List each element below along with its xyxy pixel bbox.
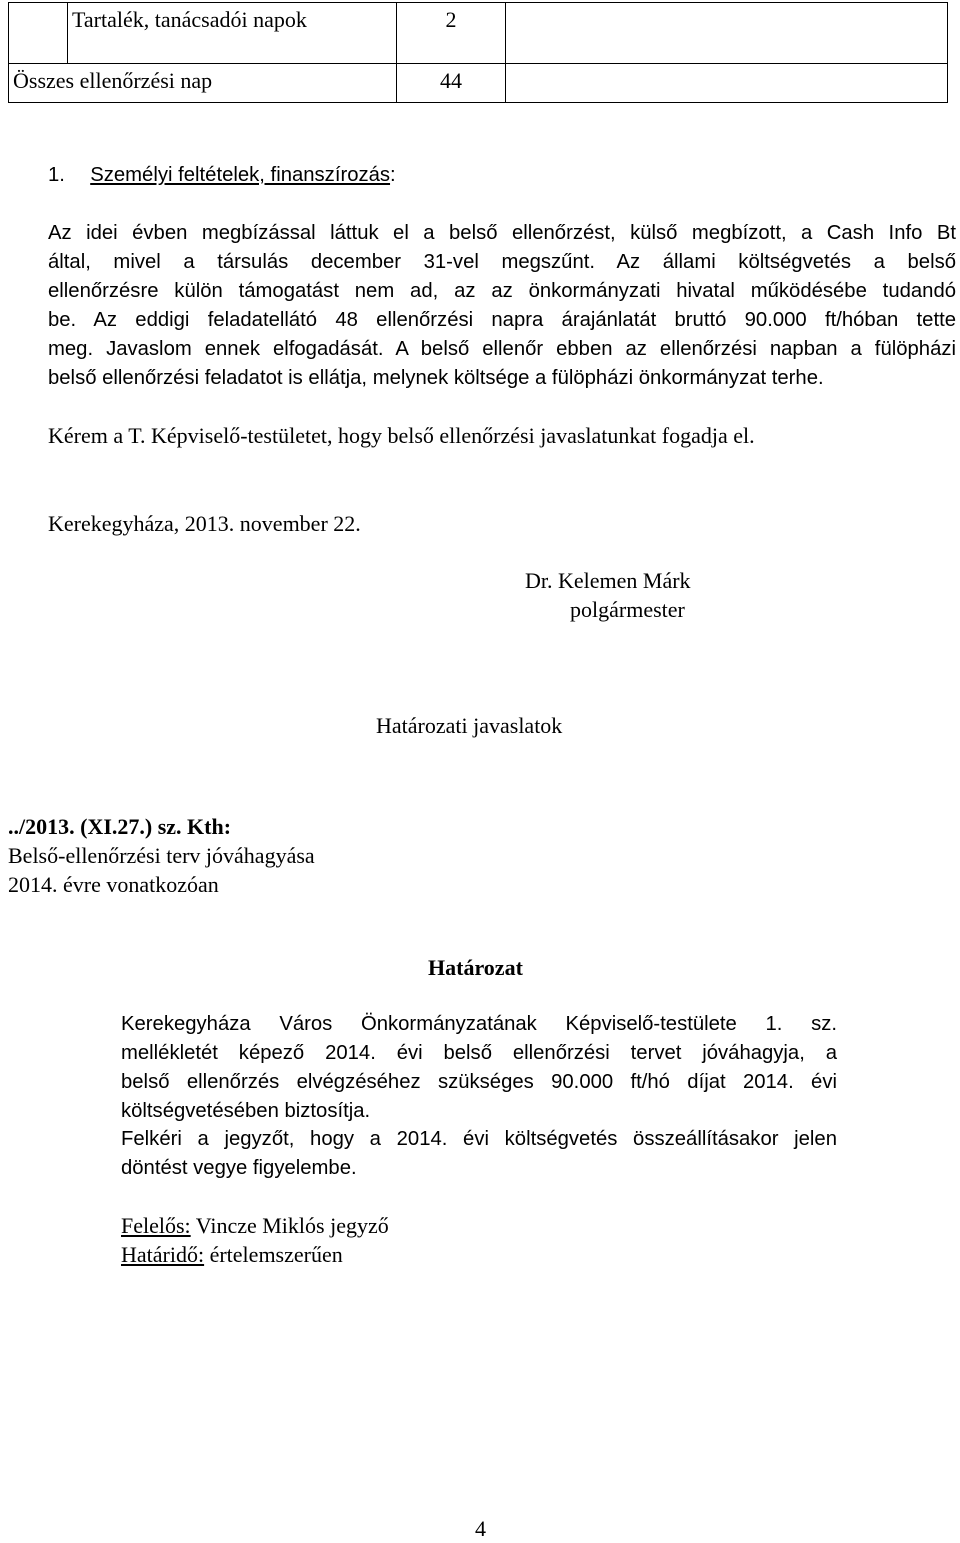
paragraph-line: Az idei évben megbízással láttuk el a belső ellenőrzést, külső megbízott, a Cash Info Bt [48,222,956,244]
page-number: 4 [475,1516,486,1541]
signatory-title: polgármester [570,597,685,622]
signatory-name: Dr. Kelemen Márk [525,568,691,593]
table-cell-label: Tartalék, tanácsadói napok [68,3,397,64]
resolution-text-2 [121,1125,837,1183]
resolution-subject: Belső-ellenőrzési terv jóváhagyása [8,843,315,868]
section-heading [48,161,396,190]
section-title-colon: : [390,164,396,186]
paragraph-line: meg. Javaslom ennek elfogadását. A belső ellenőr ebben az ellenőrzési napban a fülöpházi [48,338,956,360]
table-cell-empty [9,3,68,64]
deadline-row [121,1240,343,1269]
paragraph-line: által, mivel a társulás december 31-vel megszűnt. Az állami költségvetés a belső [48,251,956,273]
table-cell-empty [506,3,948,64]
resolution-line: belső ellenőrzés elvégzéséhez szükséges 90.000 ft/hó díjat 2014. évi [121,1071,837,1093]
table-row [9,64,948,103]
responsible-row [121,1211,389,1240]
deadline-label: Határidő: [121,1242,205,1267]
body-paragraph [48,219,956,393]
table-cell-label: Összes ellenőrzési nap [9,64,397,103]
resolution-subject: 2014. évre vonatkozóan [8,872,219,897]
table-cell-value: 44 [397,64,506,103]
responsible-label: Felelős: [121,1213,191,1238]
section-title: Személyi feltételek, finanszírozás [90,164,391,186]
deadline-value: értelemszerűen [204,1242,343,1267]
resolution-line: Felkéri a jegyzőt, hogy a 2014. évi költségvetés összeállításakor jelen [121,1128,837,1150]
resolution-heading: Határozat [428,955,523,980]
paragraph-line: be. Az eddigi feladatellátó 48 ellenőrzési napra árajánlatát bruttó 90.000 ft/hóban tette [48,309,956,331]
table-cell-value: 2 [397,3,506,64]
table-cell-empty [506,64,948,103]
place-date: Kerekegyháza, 2013. november 22. [48,511,361,536]
resolution-line: mellékletét képező 2014. évi belső ellenőrzési tervet jóváhagyja, a [121,1042,837,1064]
responsible-value: Vincze Miklós jegyző [190,1213,389,1238]
table-row [9,3,948,64]
summary-table [8,2,948,103]
resolution-line: költségvetésében biztosítja. [121,1100,371,1122]
resolution-number: ../2013. (XI.27.) sz. Kth: [8,814,232,839]
proposals-heading: Határozati javaslatok [376,713,563,738]
request-text: Kérem a T. Képviselő-testületet, hogy belső ellenőrzési javaslatunkat fogadja el. [48,423,755,448]
paragraph-line: belső ellenőrzési feladatot is ellátja, melynek költsége a fülöpházi önkormányzat terhe. [48,367,824,389]
resolution-line: Kerekegyháza Város Önkormányzatának Képviselő-testülete 1. sz. [121,1013,837,1035]
resolution-text [121,1010,837,1126]
section-number: 1. [48,164,65,186]
resolution-line: döntést vegye figyelembe. [121,1157,357,1179]
paragraph-line: ellenőrzésre külön támogatást nem ad, az az önkormányzati hivatal működésébe tudandó [48,280,956,302]
